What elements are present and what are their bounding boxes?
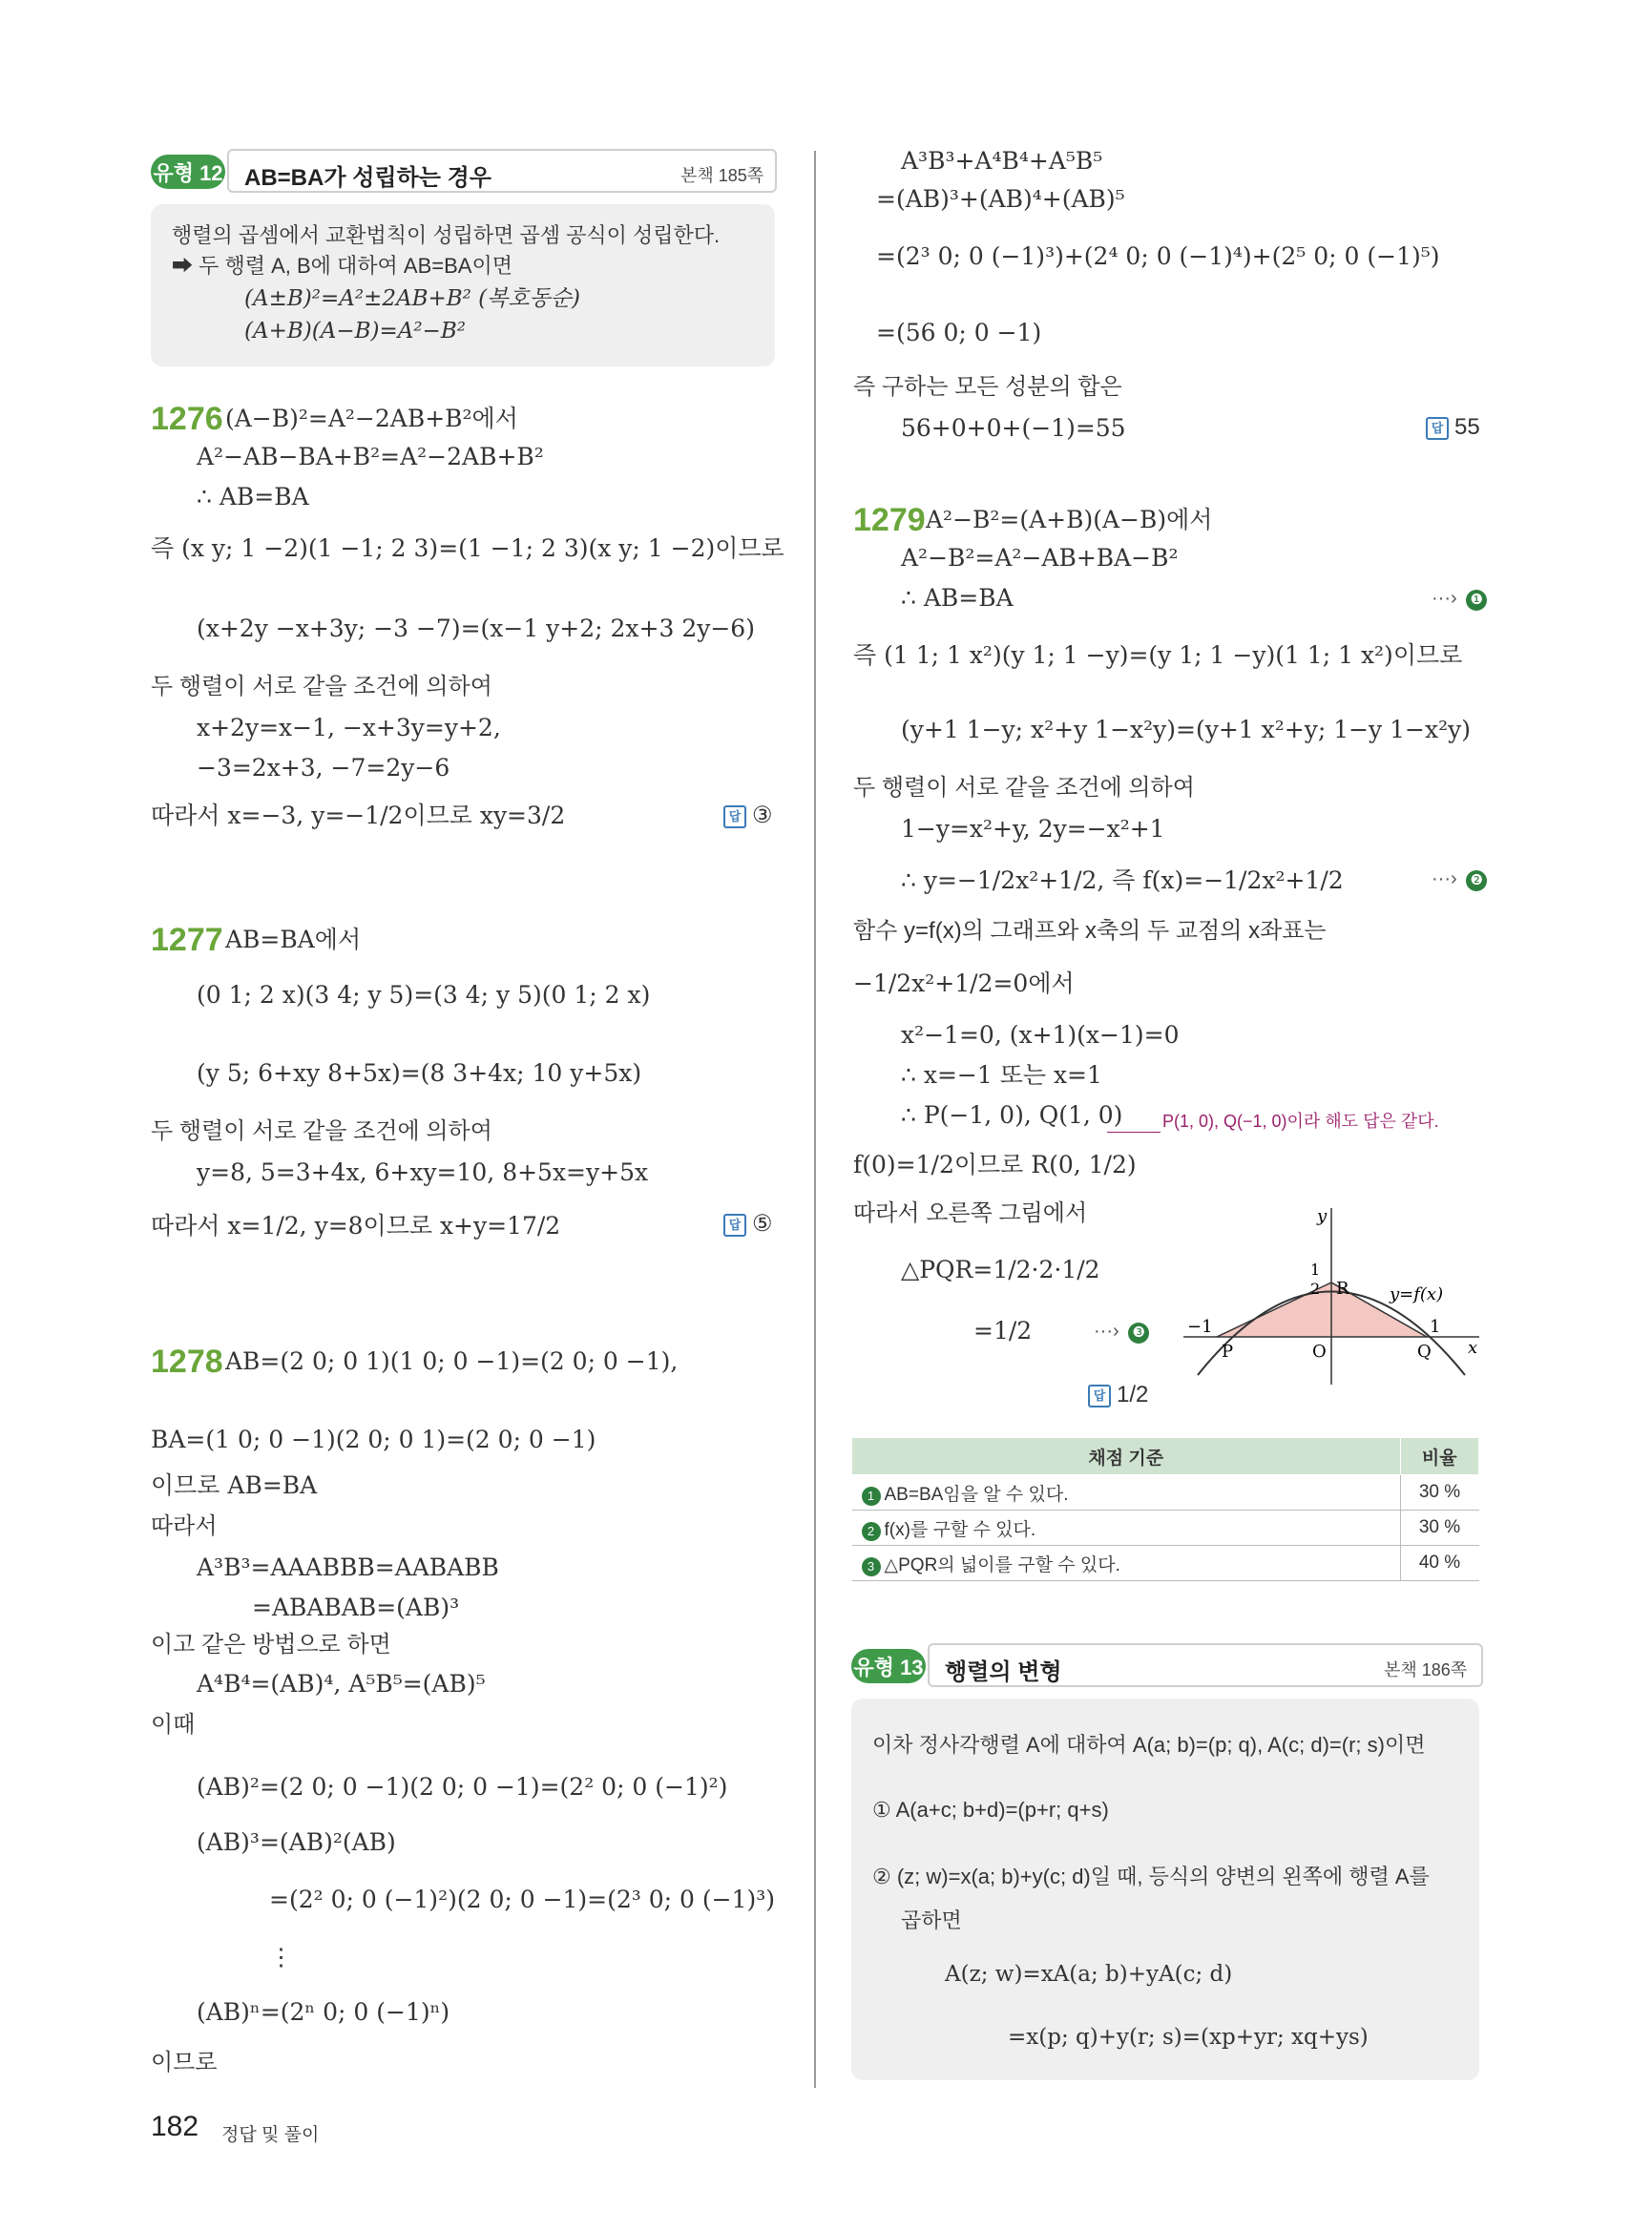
parabola-graph: [1174, 1199, 1489, 1389]
p1277-line-5: 따라서 x=1/2, y=8이므로 x+y=17/2: [151, 1212, 561, 1240]
type13-line-1: ① A(a+c; b+d)=(p+r; q+s): [872, 1798, 1109, 1822]
label-p: P: [1222, 1342, 1234, 1362]
p1279-line-7: ∴ y=−1/2x²+1/2, 즉 f(x)=−1/2x²+1/2: [901, 866, 1344, 894]
type13-title: 행렬의 변형: [945, 1659, 1062, 1685]
p1278-line-11: =(2² 0; 0 (−1)²)(2 0; 0 −1)=(2³ 0; 0 (−1)³): [269, 1886, 776, 1913]
label-r: R: [1336, 1279, 1349, 1299]
row-number-badge: 2: [862, 1522, 881, 1541]
p1278-line-6: 이고 같은 방법으로 하면: [151, 1632, 391, 1658]
problem-1279-number: 1279: [853, 502, 926, 538]
problem-1277-number: 1277: [151, 922, 223, 958]
p1279-step-3: ···› ❸: [1094, 1321, 1149, 1344]
label-one: 1: [1430, 1317, 1441, 1337]
scoring-table: [851, 1437, 1479, 1581]
p1279-line-10: x²−1=0, (x+1)(x−1)=0: [901, 1021, 1180, 1049]
type13-ref: 본책 186쪽: [1384, 1660, 1468, 1679]
scoring-header-criteria: 채점 기준: [852, 1438, 1401, 1475]
type12-line-0: 행렬의 곱셈에서 교환법칙이 성립하면 곱셈 공식이 성립한다.: [172, 223, 721, 247]
column-divider: [814, 151, 816, 2088]
p1279-line-13: f(0)=1/2이므로 R(0, 1/2): [853, 1151, 1137, 1178]
p1279-line-3: 즉 (1 1; 1 x²)(y 1; 1 −y)=(y 1; 1 −y)(1 1; 1 x²)이므로: [853, 641, 1463, 669]
p1279-line-0: A²−B²=(A+B)(A−B)에서: [926, 506, 1213, 533]
right-top-line-0: A³B³+A⁴B⁴+A⁵B⁵: [901, 147, 1103, 175]
type12-line-3: (A+B)(A−B)=A²−B²: [244, 319, 466, 344]
p1276-line-2: ∴ AB=BA: [197, 483, 309, 511]
row-number-badge: 1: [862, 1487, 881, 1506]
p1279-line-14: 따라서 오른쪽 그림에서: [853, 1200, 1088, 1226]
p1278-line-5: =ABABAB=(AB)³: [252, 1594, 460, 1621]
type12-line-2: (A±B)²=A²±2AB+B² (복호동순): [244, 286, 580, 311]
label-q: Q: [1417, 1342, 1432, 1362]
p1276-line-6: x+2y=x−1, −x+3y=y+2,: [197, 714, 501, 741]
answer-icon: 답: [1426, 417, 1449, 440]
type13-line-2: ② (z; w)=x(a; b)+y(c; d)일 때, 등식의 양변의 왼쪽에 행렬 A를: [872, 1865, 1430, 1888]
answer-icon: 답: [1088, 1385, 1111, 1407]
p1276-line-5: 두 행렬이 서로 같을 조건에 의하여: [151, 674, 492, 699]
type12-title: AB=BA가 성립하는 경우: [244, 165, 491, 191]
p1277-line-2: (y 5; 6+xy 8+5x)=(8 3+4x; 10 y+5x): [197, 1059, 642, 1087]
p1276-answer: [723, 802, 773, 829]
p1279-answer: [1088, 1382, 1148, 1408]
p1277-answer-value: ⑤: [752, 1211, 773, 1237]
label-minus-one: −1: [1187, 1317, 1213, 1337]
p1279-line-16: =1/2: [973, 1317, 1033, 1345]
p1276-line-7: −3=2x+3, −7=2y−6: [197, 754, 450, 782]
step2-marker: ❷: [1466, 870, 1487, 891]
scoring-row: [852, 1475, 1479, 1511]
step3-marker: ❸: [1128, 1323, 1149, 1344]
right-top-line-5: 56+0+0+(−1)=55: [901, 414, 1126, 442]
p1278-line-8: 이때: [151, 1712, 196, 1738]
type12-badge: 유형 12: [151, 155, 225, 189]
p1278-line-7: A⁴B⁴=(AB)⁴, A⁵B⁵=(AB)⁵: [197, 1670, 486, 1698]
type13-line-3: 곱하면: [901, 1908, 962, 1932]
scoring-row: [852, 1546, 1479, 1581]
scoring-row: [852, 1511, 1479, 1546]
problem-1276-number: 1276: [151, 401, 223, 437]
label-x: x: [1468, 1338, 1478, 1358]
p1277-line-0: AB=BA에서: [225, 926, 362, 953]
p1277-line-1: (0 1; 2 x)(3 4; y 5)=(3 4; y 5)(0 1; 2 x): [197, 981, 651, 1009]
p1276-line-4: (x+2y −x+3y; −3 −7)=(x−1 y+2; 2x+3 2y−6): [197, 615, 755, 642]
p1276-line-3: 즉 (x y; 1 −2)(1 −1; 2 3)=(1 −1; 2 3)(x y; 1 −2)이므로: [151, 534, 784, 562]
note-connector: [1107, 1132, 1161, 1133]
p1279-line-15: △PQR=1/2·2·1/2: [901, 1256, 1100, 1283]
p1276-line-0: (A−B)²=A²−2AB+B²에서: [225, 405, 518, 432]
scoring-ratio: 30 %: [1400, 1511, 1478, 1546]
scoring-header-ratio: 비율: [1400, 1438, 1478, 1475]
page-number: 182: [151, 2111, 199, 2142]
p1278-line-13: (AB)ⁿ=(2ⁿ 0; 0 (−1)ⁿ): [197, 1998, 450, 2026]
p1278-line-10: (AB)³=(AB)²(AB): [197, 1828, 396, 1856]
p1278-line-2: 이므로 AB=BA: [151, 1471, 318, 1499]
p1279-line-6: 1−y=x²+y, 2y=−x²+1: [901, 815, 1165, 843]
footer-label: 정답 및 풀이: [221, 2125, 320, 2145]
p1279-step-2: ···› ❷: [1432, 868, 1487, 891]
type12-line-1: ➡ 두 행렬 A, B에 대하여 AB=BA이면: [172, 254, 512, 278]
type12-ref: 본책 185쪽: [680, 166, 764, 185]
p1279-line-12: ∴ P(−1, 0), Q(1, 0): [901, 1101, 1123, 1129]
p1279-line-1: A²−B²=A²−AB+BA−B²: [901, 544, 1179, 572]
p1276-answer-value: ③: [752, 803, 773, 828]
p1276-line-1: A²−AB−BA+B²=A²−2AB+B²: [197, 443, 544, 470]
scoring-criterion: △PQR의 넓이를 구할 수 있다.: [884, 1554, 1120, 1575]
right-top-line-1: =(AB)³+(AB)⁴+(AB)⁵: [876, 185, 1125, 213]
row-number-badge: 3: [862, 1557, 881, 1576]
p1278-line-12: ⋮: [269, 1943, 293, 1970]
step1-marker: ❶: [1466, 590, 1487, 611]
label-half-den: 2: [1310, 1280, 1321, 1298]
p1277-line-4: y=8, 5=3+4x, 6+xy=10, 8+5x=y+5x: [197, 1158, 649, 1186]
type13-line-5: =x(p; q)+y(r; s)=(xp+yr; xq+ys): [1008, 2025, 1369, 2050]
type13-line-0: 이차 정사각행렬 A에 대하여 A(a; b)=(p; q), A(c; d)=(r; s)이면: [872, 1733, 1426, 1757]
scoring-criterion: AB=BA임을 알 수 있다.: [884, 1484, 1069, 1505]
p1279-answer-value: 1/2: [1117, 1382, 1149, 1407]
right-top-answer-value: 55: [1454, 414, 1480, 440]
label-y: y: [1317, 1206, 1328, 1226]
p1278-line-9: (AB)²=(2 0; 0 −1)(2 0; 0 −1)=(2² 0; 0 (−1)²): [197, 1773, 728, 1801]
p1279-line-2: ∴ AB=BA: [901, 584, 1014, 612]
problem-1278-number: 1278: [151, 1344, 223, 1380]
p1278-line-1: BA=(1 0; 0 −1)(2 0; 0 1)=(2 0; 0 −1): [151, 1426, 596, 1453]
p1279-line-9: −1/2x²+1/2=0에서: [853, 970, 1075, 997]
answer-icon: 답: [723, 1214, 746, 1237]
right-top-line-3: =(56 0; 0 −1): [876, 319, 1042, 346]
p1278-line-3: 따라서: [151, 1513, 218, 1539]
p1278-line-4: A³B³=AAABBB=AABABB: [197, 1553, 499, 1581]
scoring-ratio: 40 %: [1400, 1546, 1478, 1581]
p1279-note: P(1, 0), Q(−1, 0)이라 해도 답은 같다.: [1162, 1112, 1439, 1131]
p1278-line-14: 이므로: [151, 2050, 218, 2075]
answer-icon: 답: [723, 805, 746, 828]
type13-badge: 유형 13: [851, 1649, 926, 1683]
p1279-step-1: ···› ❶: [1432, 588, 1487, 611]
label-o: O: [1312, 1342, 1327, 1362]
right-top-answer: [1426, 414, 1480, 441]
right-top-line-4: 즉 구하는 모든 성분의 합은: [853, 374, 1122, 400]
p1277-answer: [723, 1210, 773, 1238]
p1278-line-0: AB=(2 0; 0 1)(1 0; 0 −1)=(2 0; 0 −1),: [225, 1347, 679, 1375]
p1279-line-4: (y+1 1−y; x²+y 1−x²y)=(y+1 x²+y; 1−y 1−x²y): [901, 716, 1471, 743]
label-half-num: 1: [1310, 1261, 1321, 1279]
p1279-line-11: ∴ x=−1 또는 x=1: [901, 1061, 1102, 1089]
p1279-line-8: 함수 y=f(x)의 그래프와 x축의 두 교점의 x좌표는: [853, 918, 1327, 944]
p1277-line-3: 두 행렬이 서로 같을 조건에 의하여: [151, 1118, 492, 1144]
label-fx: y=f(x): [1390, 1284, 1444, 1304]
scoring-ratio: 30 %: [1400, 1475, 1478, 1511]
p1279-line-5: 두 행렬이 서로 같을 조건에 의하여: [853, 775, 1195, 801]
scoring-criterion: f(x)를 구할 수 있다.: [884, 1519, 1036, 1540]
right-top-line-2: =(2³ 0; 0 (−1)³)+(2⁴ 0; 0 (−1)⁴)+(2⁵ 0; 0 (−1)⁵): [876, 242, 1440, 270]
type13-line-4: A(z; w)=xA(a; b)+yA(c; d): [945, 1962, 1233, 1987]
p1276-line-8: 따라서 x=−3, y=−1/2이므로 xy=3/2: [151, 802, 566, 829]
